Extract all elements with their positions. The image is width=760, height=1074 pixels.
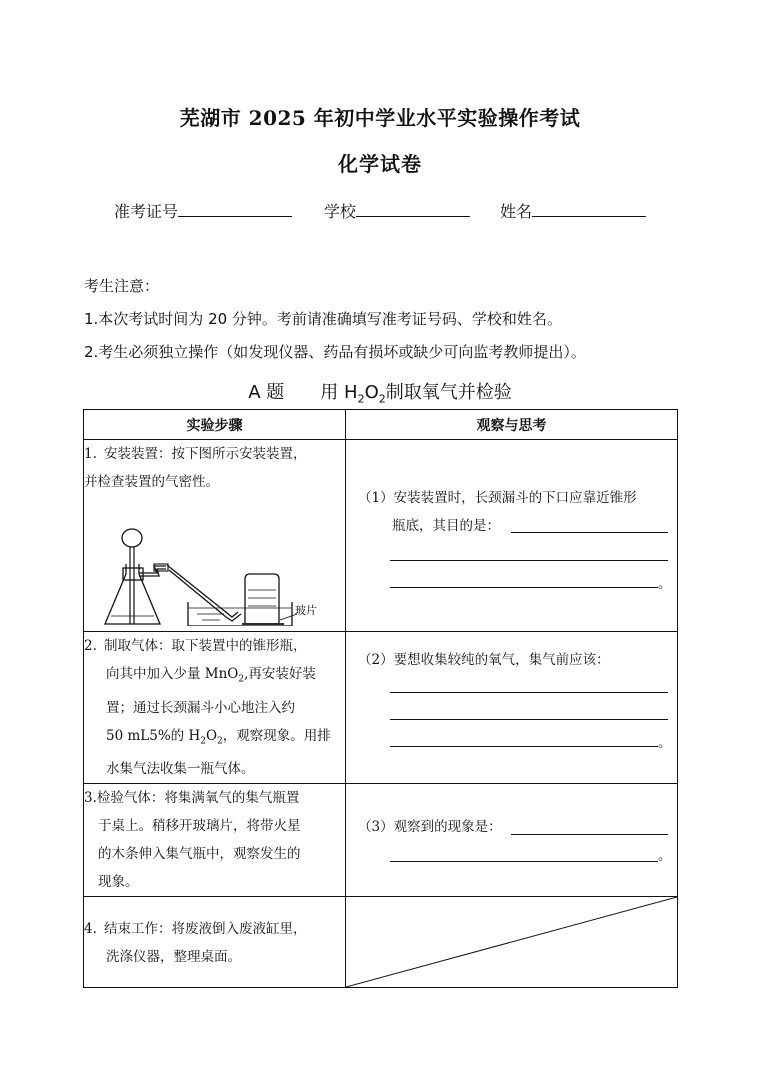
observation-cell-3: （3）观察到的现象是： 。 [346,784,678,897]
name-field[interactable] [500,199,646,222]
table-row [84,784,678,897]
answer-line[interactable] [390,861,658,862]
table-row [84,632,678,784]
exam-number-blank[interactable] [178,200,292,217]
section-title: A 题 用 $H_2O_2$制取氧气并检验 [248,382,512,406]
notice-item-1: 1.本次考试时间为 20 分钟。考前请准确填写准考证号码、学校和姓名。 [84,310,562,328]
answer-line[interactable] [511,834,668,835]
observation-cell-4 [346,897,678,988]
observation-cell-2: （2）要想收集较纯的氧气，集气前应该： 。 [346,632,678,784]
answer-line[interactable] [390,587,658,588]
answer-line[interactable] [390,560,668,561]
exam-number-label: 准考证号 [114,202,179,221]
apparatus-diagram [102,528,327,626]
step-cell-1: 1. 安装装置：按下图所示安装装置， 并检查装置的气密性。 玻片 [84,440,346,632]
exam-number-field[interactable] [114,199,292,222]
exam-subtitle: 化学试卷 [338,152,422,176]
step-cell-3: 3.检验气体：将集满氧气的集气瓶置 于桌上。稍移开玻璃片，将带火星 的木条伸入集气瓶中，观察发生的 现象。 [84,784,346,897]
school-field[interactable] [324,199,470,222]
school-blank[interactable] [356,200,470,217]
glass-plate-label: 玻片 [295,604,317,617]
step-cell-4: 4. 结束工作：将废液倒入废液缸里， 洗涤仪器，整理桌面。 [84,897,346,988]
observation-header: 观察与思考 [346,410,678,440]
answer-line[interactable] [511,532,668,533]
answer-line[interactable] [390,692,668,693]
answer-line[interactable] [390,746,658,747]
name-label: 姓名 [500,202,533,221]
answer-line[interactable] [390,719,668,720]
experiment-table [83,409,678,988]
table-row [84,897,678,988]
step-cell-2: 2. 制取气体：取下装置中的锥形瓶， 向其中加入少量 MnO$_2$,再安装好装 置；通过长颈漏斗小心地注入约 50 mL5%的 $H_2O_2$，观察现象。用排 水集气法收集一瓶气体。 [84,632,346,784]
school-label: 学校 [324,202,357,221]
notice-item-2: 2.考生必须独立操作（如发现仪器、药品有损坏或缺少可向监考教师提出）。 [84,343,586,361]
observation-cell-1: （1）安装装置时，长颈漏斗的下口应靠近锥形 瓶底，其目的是： 。 [346,440,678,632]
diagonal-strike-line [346,897,677,987]
name-blank[interactable] [532,200,646,217]
steps-header: 实验步骤 [84,410,346,440]
exam-title: 芜湖市 2025 年初中学业水平实验操作考试 [179,106,581,130]
table-row [84,440,678,632]
notice-heading: 考生注意： [84,277,160,295]
